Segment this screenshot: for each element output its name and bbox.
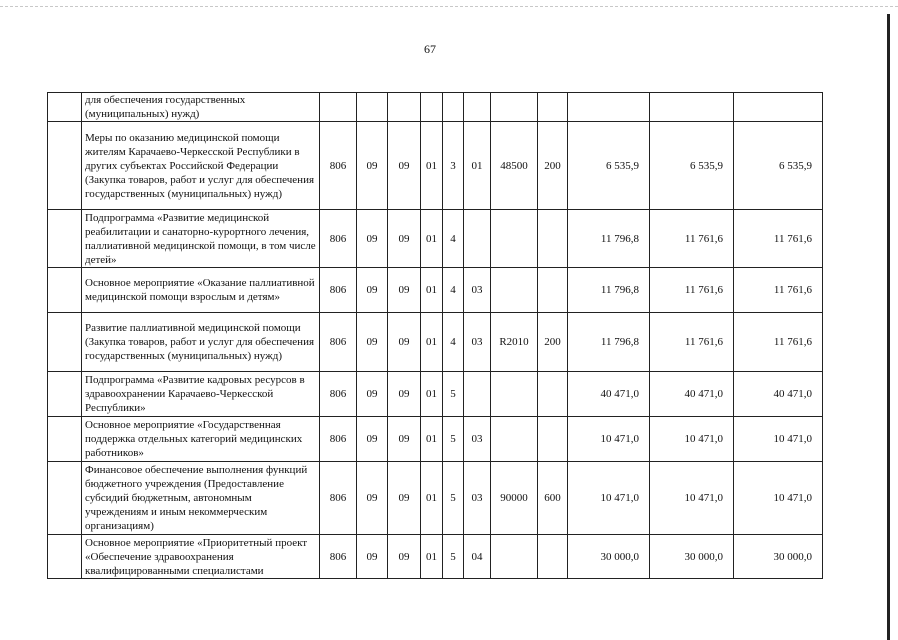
cell-subprogram: 5: [443, 462, 464, 535]
cell-name: Меры по оказанию медицинской помощи жителям Карачаево-Черкесской Республики в других субъектах Российской Федерации (Закупка товаров, работ и услуг для обеспечения государственных (муниципальных) нужд): [82, 122, 320, 210]
cell-section: 09: [357, 417, 388, 462]
cell-ministry: 806: [320, 210, 357, 268]
budget-table: [47, 92, 823, 579]
cell-subsection: 09: [388, 462, 421, 535]
table-body: [48, 93, 823, 579]
cell-amount-3: 30 000,0: [734, 535, 823, 579]
cell-ministry: 806: [320, 372, 357, 417]
cell-section: 09: [357, 210, 388, 268]
row-number-cell: [48, 462, 82, 535]
cell-expense-type: [538, 417, 568, 462]
cell-name: Подпрограмма «Развитие медицинской реабилитации и санаторно-курортного лечения, паллиативной медицинской помощи, в том числе детей»: [82, 210, 320, 268]
cell-amount-2: [650, 93, 734, 122]
cell-amount-3: 6 535,9: [734, 122, 823, 210]
cell-expense-type: [538, 535, 568, 579]
cell-amount-2: 10 471,0: [650, 462, 734, 535]
cell-direction: [491, 93, 538, 122]
cell-section: 09: [357, 122, 388, 210]
cell-subprogram: 4: [443, 268, 464, 313]
cell-direction: [491, 372, 538, 417]
cell-program: 01: [421, 268, 443, 313]
cell-ministry: 806: [320, 122, 357, 210]
cell-amount-1: 10 471,0: [568, 417, 650, 462]
table-row: [48, 93, 823, 122]
cell-program: 01: [421, 313, 443, 372]
cell-name: для обеспечения государственных (муниципальных) нужд): [82, 93, 320, 122]
cell-amount-1: 30 000,0: [568, 535, 650, 579]
table-row: [48, 122, 823, 210]
cell-subsection: 09: [388, 372, 421, 417]
cell-ministry: 806: [320, 462, 357, 535]
cell-event: 03: [464, 417, 491, 462]
cell-amount-1: 11 796,8: [568, 313, 650, 372]
cell-name: Основное мероприятие «Государственная поддержка отдельных категорий медицинских работников»: [82, 417, 320, 462]
row-number-cell: [48, 268, 82, 313]
row-number-cell: [48, 93, 82, 122]
cell-subsection: 09: [388, 268, 421, 313]
cell-program: 01: [421, 535, 443, 579]
cell-program: 01: [421, 122, 443, 210]
row-number-cell: [48, 535, 82, 579]
cell-direction: [491, 417, 538, 462]
cell-amount-2: 11 761,6: [650, 268, 734, 313]
cell-program: 01: [421, 372, 443, 417]
table-row: [48, 535, 823, 579]
table-row: [48, 372, 823, 417]
cell-event: 03: [464, 462, 491, 535]
row-number-cell: [48, 313, 82, 372]
cell-amount-2: 40 471,0: [650, 372, 734, 417]
cell-event: 03: [464, 313, 491, 372]
row-number-cell: [48, 210, 82, 268]
cell-expense-type: [538, 210, 568, 268]
cell-amount-3: 40 471,0: [734, 372, 823, 417]
scan-top-edge: [0, 6, 898, 7]
cell-name: Развитие паллиативной медицинской помощи (Закупка товаров, работ и услуг для обеспечения государственных (муниципальных) нужд): [82, 313, 320, 372]
cell-section: 09: [357, 313, 388, 372]
cell-amount-3: 10 471,0: [734, 462, 823, 535]
cell-amount-2: 10 471,0: [650, 417, 734, 462]
cell-name: Подпрограмма «Развитие кадровых ресурсов в здравоохранении Карачаево-Черкесской Республики»: [82, 372, 320, 417]
cell-section: 09: [357, 462, 388, 535]
table-row: [48, 313, 823, 372]
cell-subprogram: 5: [443, 372, 464, 417]
cell-direction: [491, 210, 538, 268]
cell-subprogram: 3: [443, 122, 464, 210]
cell-amount-2: 6 535,9: [650, 122, 734, 210]
cell-name: Основное мероприятие «Приоритетный проект «Обеспечение здравоохранения квалифицированными специалистами: [82, 535, 320, 579]
cell-amount-3: 11 761,6: [734, 210, 823, 268]
cell-amount-3: 11 761,6: [734, 313, 823, 372]
cell-amount-3: 10 471,0: [734, 417, 823, 462]
cell-ministry: 806: [320, 535, 357, 579]
cell-section: 09: [357, 535, 388, 579]
cell-section: [357, 93, 388, 122]
cell-section: 09: [357, 268, 388, 313]
table-row: [48, 417, 823, 462]
cell-expense-type: 200: [538, 313, 568, 372]
table-row: [48, 210, 823, 268]
cell-subprogram: 5: [443, 417, 464, 462]
cell-ministry: [320, 93, 357, 122]
cell-amount-2: 30 000,0: [650, 535, 734, 579]
cell-subprogram: 4: [443, 313, 464, 372]
cell-amount-1: 10 471,0: [568, 462, 650, 535]
cell-subsection: [388, 93, 421, 122]
cell-event: [464, 372, 491, 417]
cell-amount-1: 6 535,9: [568, 122, 650, 210]
table-row: [48, 268, 823, 313]
cell-subsection: 09: [388, 210, 421, 268]
cell-expense-type: [538, 268, 568, 313]
cell-event: 03: [464, 268, 491, 313]
cell-direction: [491, 535, 538, 579]
cell-ministry: 806: [320, 313, 357, 372]
cell-amount-1: [568, 93, 650, 122]
cell-subprogram: 5: [443, 535, 464, 579]
cell-amount-1: 40 471,0: [568, 372, 650, 417]
cell-event: 01: [464, 122, 491, 210]
cell-subprogram: [443, 93, 464, 122]
cell-direction: 90000: [491, 462, 538, 535]
cell-amount-1: 11 796,8: [568, 268, 650, 313]
scan-right-edge: [887, 14, 890, 640]
cell-direction: [491, 268, 538, 313]
cell-amount-2: 11 761,6: [650, 210, 734, 268]
cell-subsection: 09: [388, 417, 421, 462]
cell-amount-3: [734, 93, 823, 122]
cell-expense-type: 200: [538, 122, 568, 210]
row-number-cell: [48, 372, 82, 417]
row-number-cell: [48, 122, 82, 210]
cell-expense-type: 600: [538, 462, 568, 535]
cell-program: 01: [421, 210, 443, 268]
cell-direction: 48500: [491, 122, 538, 210]
cell-ministry: 806: [320, 417, 357, 462]
cell-program: 01: [421, 417, 443, 462]
cell-amount-3: 11 761,6: [734, 268, 823, 313]
cell-amount-2: 11 761,6: [650, 313, 734, 372]
row-number-cell: [48, 417, 82, 462]
cell-subsection: 09: [388, 535, 421, 579]
cell-program: [421, 93, 443, 122]
cell-subsection: 09: [388, 122, 421, 210]
table-row: [48, 462, 823, 535]
cell-program: 01: [421, 462, 443, 535]
page-number: 67: [424, 42, 436, 56]
cell-event: [464, 93, 491, 122]
cell-name: Финансовое обеспечение выполнения функций бюджетного учреждения (Предоставление субсидий бюджетным, автономным учреждениям и иным некоммерческим организациям): [82, 462, 320, 535]
cell-ministry: 806: [320, 268, 357, 313]
cell-expense-type: [538, 93, 568, 122]
cell-event: [464, 210, 491, 268]
cell-subsection: 09: [388, 313, 421, 372]
cell-section: 09: [357, 372, 388, 417]
cell-name: Основное мероприятие «Оказание паллиативной медицинской помощи взрослым и детям»: [82, 268, 320, 313]
cell-direction: R2010: [491, 313, 538, 372]
cell-expense-type: [538, 372, 568, 417]
cell-amount-1: 11 796,8: [568, 210, 650, 268]
cell-event: 04: [464, 535, 491, 579]
cell-subprogram: 4: [443, 210, 464, 268]
